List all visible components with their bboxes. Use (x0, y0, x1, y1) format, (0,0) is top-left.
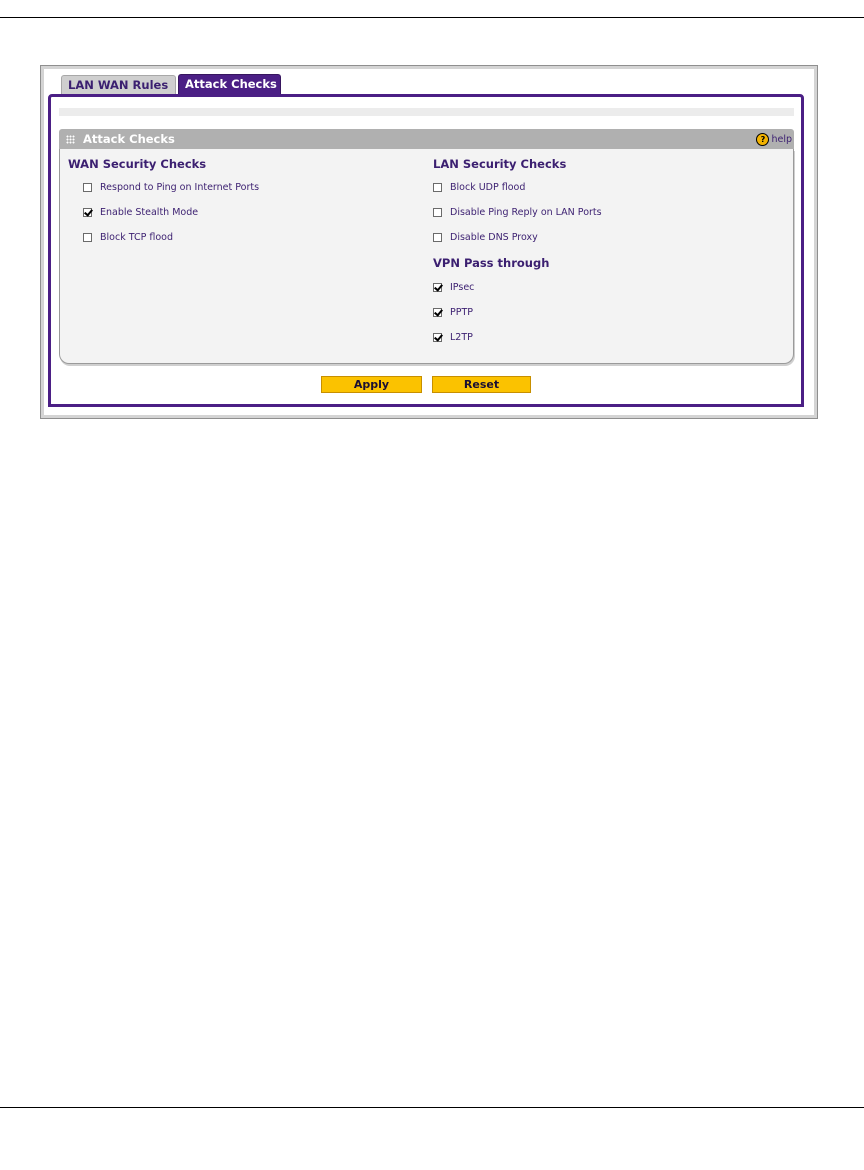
ipsec-checkbox[interactable] (433, 281, 474, 294)
checkbox-label: L2TP (450, 332, 473, 343)
checkbox-box[interactable] (83, 208, 92, 217)
checkbox-box[interactable] (433, 183, 442, 192)
apply-button[interactable]: Apply (321, 376, 422, 393)
l2tp-checkbox[interactable] (433, 331, 473, 344)
section-header (59, 129, 794, 149)
checkbox-label: Disable Ping Reply on LAN Ports (450, 207, 602, 218)
grip-icon (66, 135, 75, 144)
checkbox-box[interactable] (433, 333, 442, 342)
page-top-rule (0, 17, 864, 18)
checkbox-box[interactable] (433, 283, 442, 292)
checkbox-label: Block TCP flood (100, 232, 173, 243)
wan-security-heading: WAN Security Checks (68, 157, 207, 171)
page-bottom-rule (0, 1107, 864, 1108)
checkbox-box[interactable] (83, 183, 92, 192)
lan-security-heading: LAN Security Checks (433, 157, 567, 171)
vpn-pass-through-heading: VPN Pass through (433, 256, 550, 270)
respond-to-ping-checkbox[interactable] (83, 181, 259, 194)
disable-ping-reply-checkbox[interactable] (433, 206, 602, 219)
reset-button[interactable]: Reset (432, 376, 531, 393)
enable-stealth-mode-checkbox[interactable] (83, 206, 198, 219)
help-label: help (771, 133, 792, 145)
block-tcp-flood-checkbox[interactable] (83, 231, 173, 244)
checkbox-label: IPsec (450, 282, 475, 293)
block-udp-flood-checkbox[interactable] (433, 181, 525, 194)
checkbox-box[interactable] (83, 233, 92, 242)
checkbox-box[interactable] (433, 233, 442, 242)
checkbox-label: Enable Stealth Mode (100, 207, 199, 218)
pptp-checkbox[interactable] (433, 306, 473, 319)
top-strip (59, 108, 794, 116)
checkbox-label: Respond to Ping on Internet Ports (100, 182, 260, 193)
checkbox-label: Disable DNS Proxy (450, 232, 538, 243)
checkbox-box[interactable] (433, 308, 442, 317)
help-link[interactable] (756, 132, 792, 146)
checkbox-box[interactable] (433, 208, 442, 217)
checkbox-label: Block UDP flood (450, 182, 526, 193)
checkbox-label: PPTP (450, 307, 473, 318)
disable-dns-proxy-checkbox[interactable] (433, 231, 538, 244)
help-icon: ? (756, 133, 769, 146)
tab-attack-checks[interactable]: Attack Checks (178, 74, 281, 96)
section-title: Attack Checks (83, 132, 175, 146)
tab-lan-wan-rules[interactable]: LAN WAN Rules (61, 75, 176, 95)
